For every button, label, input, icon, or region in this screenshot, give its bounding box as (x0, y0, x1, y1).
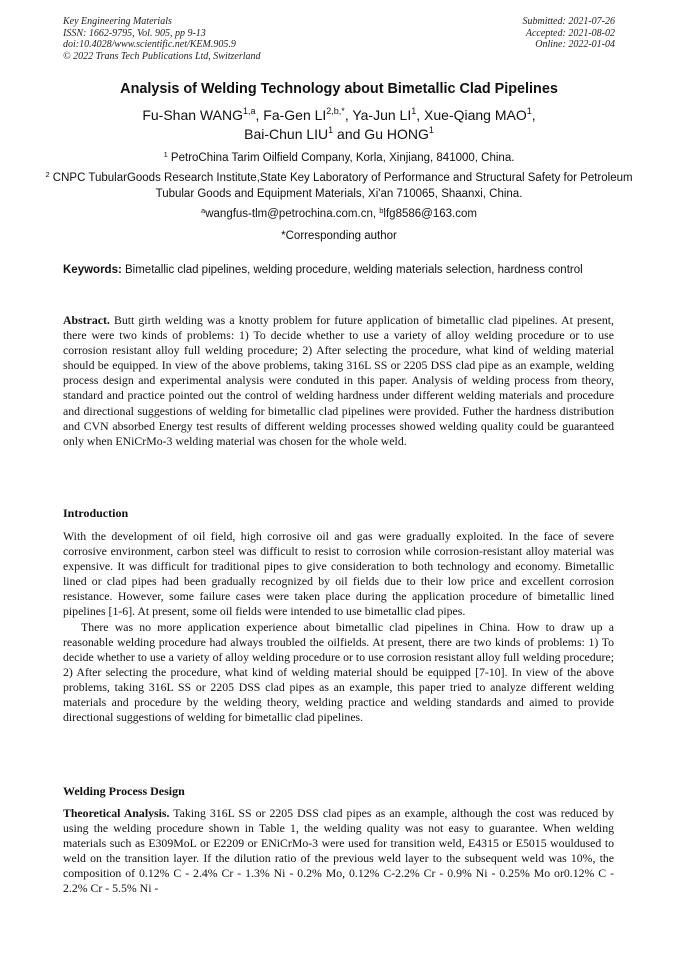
author-affiliation-mark: 1 (411, 106, 417, 116)
affiliation-2 (40, 170, 638, 202)
journal-doi: doi:10.4028/www.scientific.net/KEM.905.9 (63, 39, 236, 50)
author-name: Bai-Chun LIU (244, 126, 329, 142)
online-date: Online: 2022-01-04 (535, 39, 615, 50)
affiliation-text: PetroChina Tarim Oilfield Company, Korla, Xinjiang, 841000, China. (167, 152, 515, 164)
paper-title: Analysis of Welding Technology about Bimetallic Clad Pipelines (120, 81, 558, 97)
affiliation-text: CNPC TubularGoods Research Institute,State Key Laboratory of Performance and Structural Safety for Petroleum Tubular Goods and Equipment Materials, Xi'an 710065, Shaanxi, China. (49, 172, 633, 200)
author-emails (40, 206, 638, 222)
journal-issn: ISSN: 1662-9795, Vol. 905, pp 9-13 (63, 27, 206, 39)
abstract-label: Abstract. (63, 313, 110, 327)
author-affiliation-mark: 1,a (242, 106, 256, 116)
accepted-date: Accepted: 2021-08-02 (525, 27, 615, 39)
journal-copyright: © 2022 Trans Tech Publications Ltd, Switzerland (63, 50, 261, 62)
corresponding-author-note: *Corresponding author (281, 230, 397, 242)
section-heading-introduction: Introduction (63, 506, 129, 520)
author-affiliation-mark: 1 (428, 125, 434, 135)
section-heading-welding-process-design: Welding Process Design (63, 784, 185, 798)
author-affiliation-mark: 1 (328, 125, 334, 135)
email-link[interactable]: lfg8586@163.com (383, 208, 477, 220)
keywords (63, 263, 614, 278)
affiliation-mark: 2 (45, 170, 50, 179)
affiliation-mark: 1 (163, 150, 168, 159)
abstract-text: Butt girth welding was a knotty problem for future application of bimetallic clad pipelines. At present, there were two kinds of problems: 1) To decide whether to use a variety of alloy welding procedure or to use corrosion resistant alloy full welding procedure; 2) After selecting the procedure, what kind of welding material should be equipped. In view of the above problems, taking 316L SS or 2205 DSS clad pipe as an example, welding process design and experimental analysis were conduted in this paper. Analysis of welding process from theory, standard and practice pointed out the control of welding hardness under different welding materials and procedure and directional suggestions of welding for bimetallic clad pipelines were provided. Futher the hardness distribution and CVN absorbed Energy test results of different welding processes showed welding quality could be guaranteed only when ENiCrMo-3 welding material was chosen for the whole weld. (63, 313, 614, 448)
subsection-label: Theoretical Analysis. (63, 806, 170, 820)
author-name: , Fa-Gen LI (255, 107, 327, 123)
author-name: and Gu HONG (333, 126, 429, 142)
abstract (63, 313, 614, 449)
author-separator: , (531, 107, 536, 123)
email-link[interactable]: wangfus-tlm@petrochina.com.cn, (205, 208, 380, 220)
submitted-date: Submitted: 2021-07-26 (522, 16, 615, 27)
email-mark: a (201, 206, 206, 215)
email-mark: b (379, 206, 384, 215)
journal-name: Key Engineering Materials (63, 16, 172, 27)
journal-header-right (523, 16, 616, 51)
paragraph: There was no more application experience about bimetallic clad pipelines in China. How to draw up a reasonable welding procedure had always troubled the oilfields. At present, there are two kinds of problems: 1) To decide whether to use a variety of alloy welding procedure or to use corrosion resistant alloy full welding procedure; 2) After selecting the procedure, what kind of welding material should be equipped [7-10]. In view of the above problems, taking 316L SS or 2205 DSS clad pipes as an example, this paper tried to analyze different welding materials and procedure by the welding theory, welding practice and welding standards and aimed to provide directional suggestions of welding for bimetallic clad pipelines. (63, 619, 614, 725)
author-affiliation-mark: 2,b,* (326, 106, 345, 116)
author-list (40, 106, 638, 144)
keywords-label: Keywords: (63, 264, 122, 276)
author-name: , Xue-Qiang MAO (416, 107, 527, 123)
paragraph: Taking 316L SS or 2205 DSS clad pipes as an example, although the cost was reduced by using the welding procedure shown in Table 1, the welding quality was not easy to guarantee. When welding materials such as E309MoL or E2209 or ENiCrMo-3 were used for transition weld, E4315 or E5015 wouldused to weld on the transition layer. If the dilution ratio of the previous weld layer to the subsequent weld was 10%, the composition of 0.12% C - 2.4% Cr - 1.3% Ni - 0.2% Mo, 0.12% C-2.2% Cr - 0.9% Ni - 0.25% Mo or0.12% C - 2.2% Cr - 5.5% Ni - (63, 806, 614, 896)
journal-header-left (63, 16, 261, 62)
affiliation-1 (40, 150, 638, 166)
author-name: Fu-Shan WANG (142, 107, 243, 123)
author-name: , Ya-Jun LI (344, 107, 412, 123)
introduction-body (63, 529, 614, 725)
theoretical-analysis (63, 806, 614, 897)
paragraph: With the development of oil field, high corrosive oil and gas were gradually exploited. In the face of severe corrosive environment, carbon steel was difficult to resist to corrosion while corrosion-resistant alloy material was expensive. It was difficult for traditional pipes to give consideration to both technology and economy. Bimetallic lined or clad pipes had been gradually recognized by oil fields due to their low price and excellent corrosion resistance. However, some failure cases were taken place during the application procedure of bimetallic lined pipelines [1-6]. At present, some oil fields were intended to use bimetallic clad pipes. (63, 529, 614, 619)
author-affiliation-mark: 1 (526, 106, 532, 116)
keywords-text: Bimetallic clad pipelines, welding procedure, welding materials selection, hardness control (121, 264, 583, 276)
